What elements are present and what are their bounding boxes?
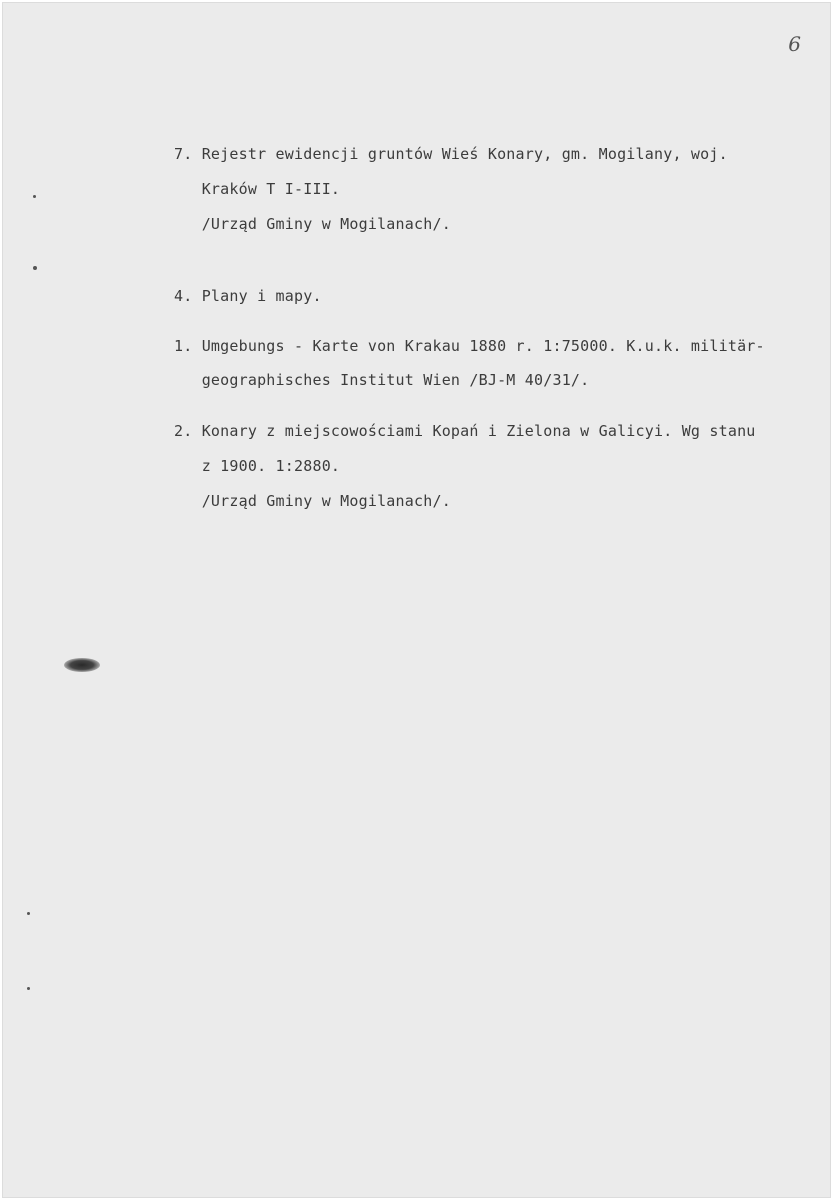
entry-1-line-1: 1. Umgebungs - Karte von Krakau 1880 r. 1:75000. K.u.k. militär- xyxy=(174,337,765,355)
scan-speck xyxy=(33,266,37,270)
entry-2-line-3: /Urząd Gminy w Mogilanach/. xyxy=(174,492,451,510)
document-page xyxy=(2,2,831,1198)
entry-1-line-2: geographisches Institut Wien /BJ-M 40/31/. xyxy=(174,371,590,389)
scan-speck xyxy=(27,987,30,990)
entry-7-line-3: /Urząd Gminy w Mogilanach/. xyxy=(174,215,451,233)
entry-7-line-1: 7. Rejestr ewidencji gruntów Wieś Konary, gm. Mogilany, woj. xyxy=(174,145,728,163)
entry-2-line-1: 2. Konary z miejscowościami Kopań i Zielona w Galicyi. Wg stanu xyxy=(174,422,756,440)
page-number: 6 xyxy=(788,32,801,56)
scan-speck xyxy=(27,912,30,915)
scan-speck xyxy=(33,195,36,198)
entry-2-line-2: z 1900. 1:2880. xyxy=(174,457,341,475)
section-heading-plans-and-maps: 4. Plany i mapy. xyxy=(174,287,322,305)
ink-blot xyxy=(64,658,100,672)
entry-7-line-2: Kraków T I-III. xyxy=(174,180,341,198)
